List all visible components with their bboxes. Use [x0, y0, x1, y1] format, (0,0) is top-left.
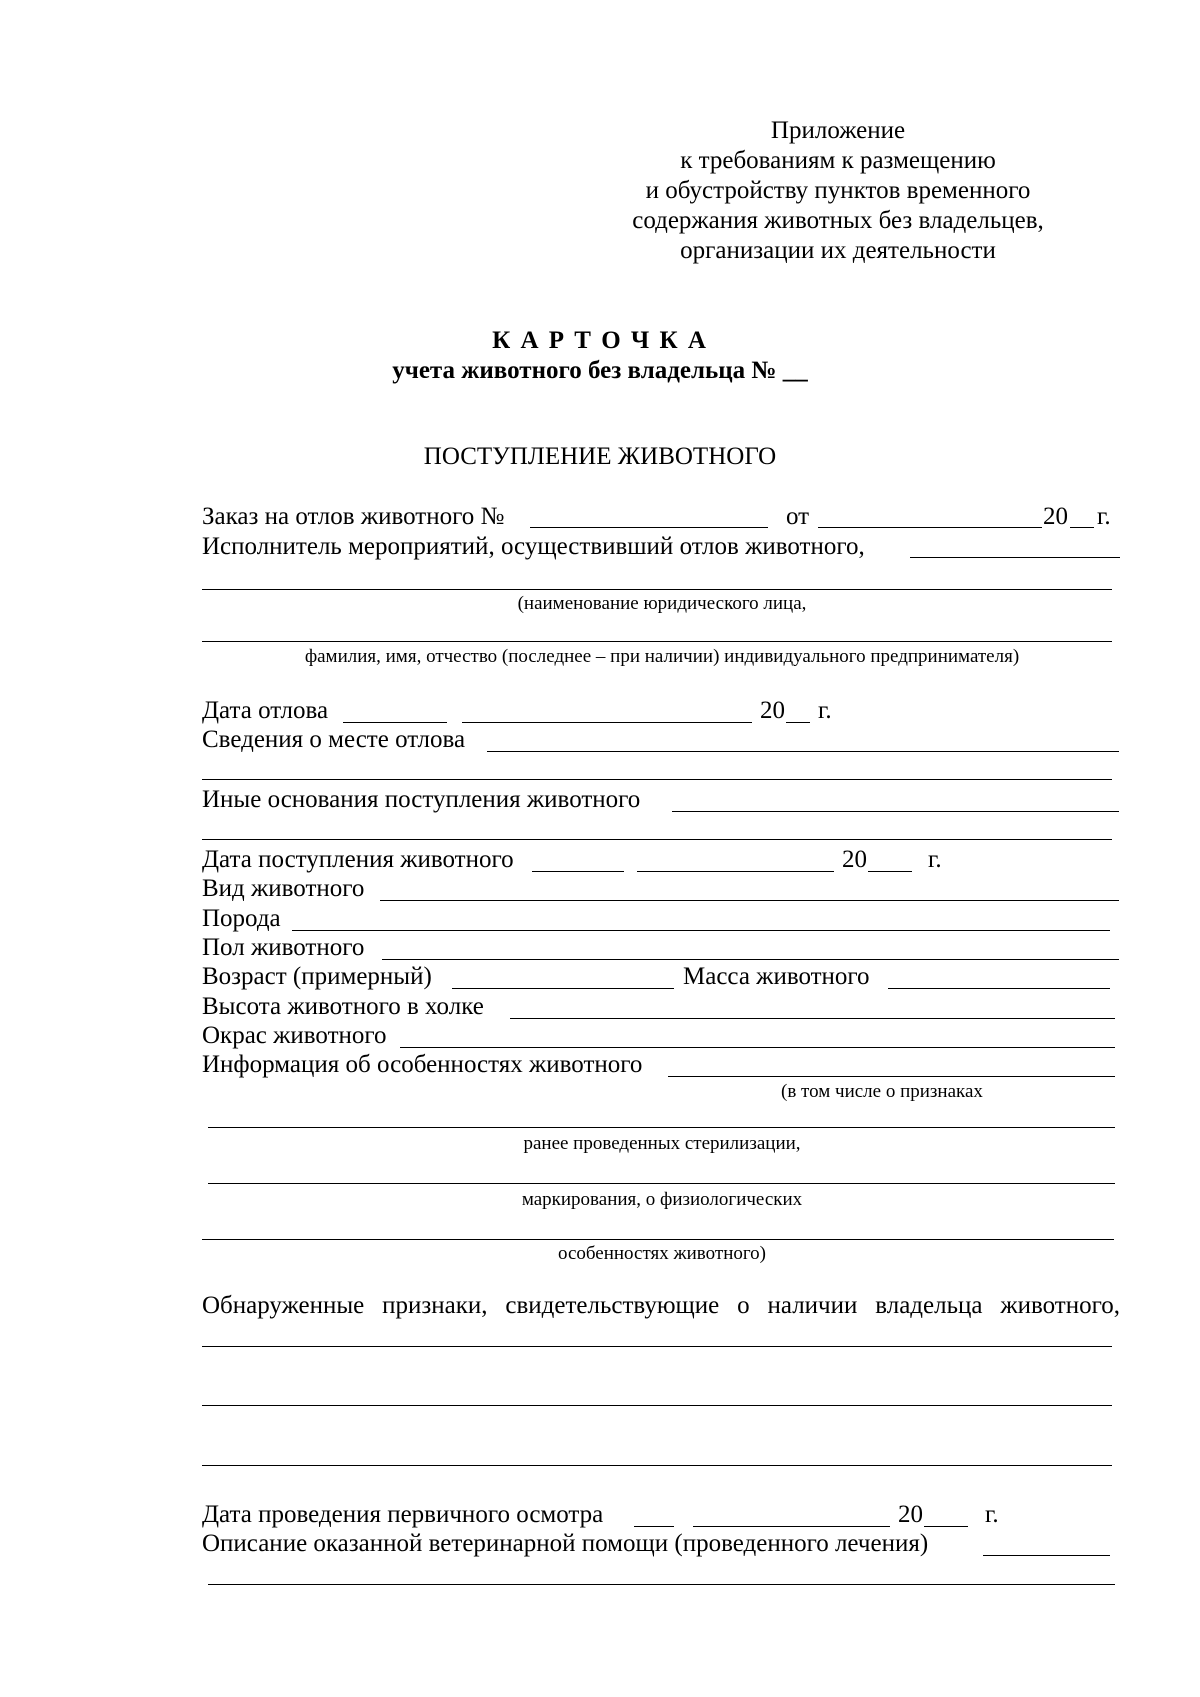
- appendix-line-2: к требованиям к размещению: [680, 147, 996, 174]
- capture-date-label: Дата отлова: [202, 697, 329, 724]
- weight-field[interactable]: [888, 988, 1110, 989]
- executor-hint-2: фамилия, имя, отчество (последнее – при наличии) индивидуального предпринимателя): [304, 646, 1020, 667]
- order-date-field[interactable]: [818, 527, 1042, 528]
- appendix-line-5: организации их деятельности: [680, 237, 996, 264]
- intake-day-field[interactable]: [532, 871, 624, 872]
- order-label: Заказ на отлов животного №: [202, 503, 505, 530]
- appendix-line-1: Приложение: [770, 117, 906, 144]
- exam-year-field[interactable]: [924, 1526, 968, 1527]
- features-field-2[interactable]: [208, 1127, 1115, 1128]
- capture-year-suffix: г.: [818, 697, 832, 724]
- other-grounds-field-2[interactable]: [202, 839, 1112, 840]
- intake-date-label: Дата поступления животного: [202, 846, 514, 873]
- intake-year-field[interactable]: [868, 871, 912, 872]
- exam-year-label: 20: [898, 1501, 923, 1528]
- exam-day-field[interactable]: [634, 1526, 674, 1527]
- order-year-label: 20: [1043, 503, 1068, 530]
- sex-label: Пол животного: [202, 934, 365, 961]
- executor-hint-1: (наименование юридического лица,: [517, 593, 807, 614]
- owner-signs-field-1[interactable]: [202, 1346, 1112, 1347]
- age-label: Возраст (примерный): [202, 963, 432, 990]
- executor-field-1[interactable]: [910, 557, 1120, 558]
- features-hint-1: (в том числе о признаках: [781, 1081, 983, 1102]
- weight-label: Масса животного: [683, 963, 870, 990]
- exam-year-suffix: г.: [985, 1501, 999, 1528]
- features-field-4[interactable]: [202, 1239, 1114, 1240]
- card-title: К А Р Т О Ч К А: [492, 327, 708, 354]
- features-hint-3: маркирования, о физиологических: [521, 1189, 803, 1210]
- color-field[interactable]: [400, 1047, 1115, 1048]
- vet-help-field-2[interactable]: [208, 1584, 1115, 1585]
- card-subtitle: учета животного без владельца № __: [392, 357, 808, 384]
- order-number-field[interactable]: [530, 527, 768, 528]
- intake-year-label: 20: [842, 846, 867, 873]
- features-hint-2: ранее проведенных стерилизации,: [523, 1133, 801, 1154]
- species-label: Вид животного: [202, 875, 365, 902]
- vet-help-field-1[interactable]: [983, 1555, 1110, 1556]
- owner-signs-field-2[interactable]: [202, 1405, 1112, 1406]
- color-label: Окрас животного: [202, 1022, 387, 1049]
- appendix-line-4: содержания животных без владельцев,: [632, 207, 1044, 234]
- exam-date-label: Дата проведения первичного осмотра: [202, 1501, 604, 1528]
- intake-year-suffix: г.: [928, 846, 942, 873]
- breed-label: Порода: [202, 905, 281, 932]
- features-hint-4: особенностях животного): [557, 1243, 767, 1264]
- order-year-field[interactable]: [1070, 527, 1094, 528]
- features-label: Информация об особенностях животного: [202, 1051, 643, 1078]
- capture-place-field-1[interactable]: [487, 751, 1119, 752]
- age-field[interactable]: [452, 988, 674, 989]
- breed-field[interactable]: [292, 930, 1110, 931]
- capture-month-field[interactable]: [462, 722, 752, 723]
- intake-month-field[interactable]: [637, 871, 834, 872]
- executor-field-2[interactable]: [202, 589, 1112, 590]
- height-field[interactable]: [510, 1018, 1115, 1019]
- sex-field[interactable]: [382, 959, 1119, 960]
- capture-year-label: 20: [760, 697, 785, 724]
- features-field-3[interactable]: [208, 1183, 1115, 1184]
- section-heading: ПОСТУПЛЕНИЕ ЖИВОТНОГО: [423, 443, 777, 470]
- capture-year-field[interactable]: [786, 722, 810, 723]
- other-grounds-field-1[interactable]: [672, 811, 1119, 812]
- order-from-label: от: [786, 503, 810, 530]
- capture-day-field[interactable]: [343, 722, 447, 723]
- capture-place-label: Сведения о месте отлова: [202, 726, 466, 753]
- vet-help-label: Описание оказанной ветеринарной помощи (проведенного лечения): [202, 1530, 929, 1557]
- order-year-suffix: г.: [1097, 503, 1111, 530]
- owner-signs-field-3[interactable]: [202, 1465, 1112, 1466]
- species-field[interactable]: [380, 900, 1119, 901]
- exam-month-field[interactable]: [693, 1526, 890, 1527]
- executor-label: Исполнитель мероприятий, осуществивший отлов животного,: [202, 533, 865, 560]
- height-label: Высота животного в холке: [202, 993, 484, 1020]
- features-field-1[interactable]: [668, 1076, 1115, 1077]
- capture-place-field-2[interactable]: [202, 779, 1112, 780]
- appendix-line-3: и обустройству пунктов временного: [645, 177, 1031, 204]
- executor-field-3[interactable]: [202, 641, 1112, 642]
- other-grounds-label: Иные основания поступления животного: [202, 786, 641, 813]
- owner-signs-label: Обнаруженные признаки, свидетельствующие о наличии владельца животного,: [202, 1292, 1120, 1319]
